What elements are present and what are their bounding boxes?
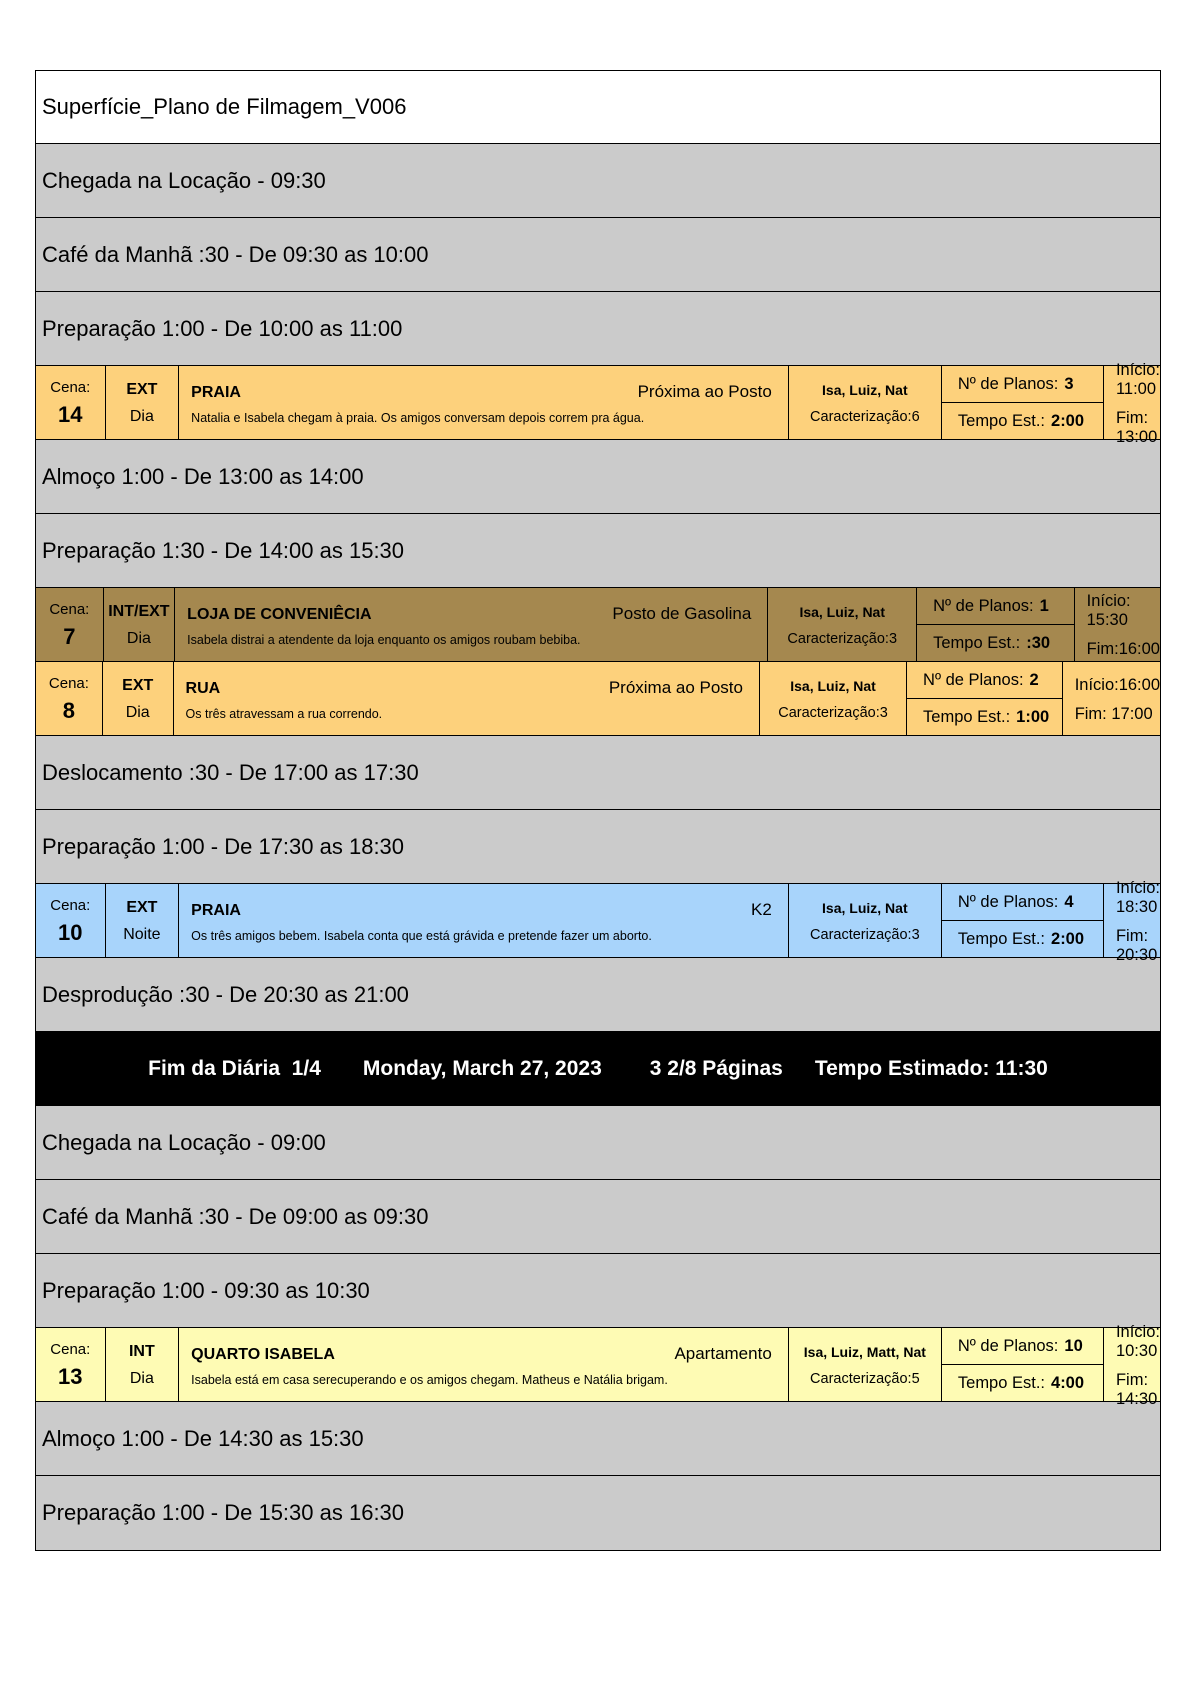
estimate-label: Tempo Est.: bbox=[957, 929, 1046, 948]
end-of-day-estimate: Tempo Estimado: 11:30 bbox=[814, 1056, 1048, 1080]
shots-cell bbox=[907, 662, 1063, 735]
scene-description: Os três atravessam a rua correndo. bbox=[185, 707, 383, 721]
break-row-lunch bbox=[36, 440, 1160, 514]
scene-label: Cena: bbox=[50, 1341, 91, 1358]
cast-list: Isa, Luiz, Nat bbox=[790, 678, 876, 694]
scene-number-cell bbox=[36, 884, 106, 957]
scene-strip-13 bbox=[36, 1322, 1160, 1408]
set-name: RUA bbox=[185, 680, 221, 697]
set-name: LOJA DE CONVENIÊCIA bbox=[187, 606, 372, 623]
set-cell bbox=[175, 588, 768, 661]
start-time: Início:16:00 bbox=[1074, 675, 1160, 694]
end-time: Fim: 17:00 bbox=[1074, 704, 1153, 723]
start-time: Início: 11:00 bbox=[1115, 360, 1160, 398]
time-cell bbox=[1104, 360, 1160, 446]
break-row-arrival bbox=[36, 144, 1160, 218]
estimate-value: 1:00 bbox=[1016, 707, 1050, 726]
break-text: Café da Manhã :30 - De 09:30 as 10:00 bbox=[42, 241, 429, 267]
break-text: Almoço 1:00 - De 13:00 as 14:00 bbox=[42, 463, 364, 489]
estimate-label: Tempo Est.: bbox=[933, 633, 1021, 652]
estimate-label: Tempo Est.: bbox=[957, 411, 1046, 430]
scene-strip-14 bbox=[36, 360, 1160, 446]
set-name: PRAIA bbox=[191, 384, 241, 401]
shots-count: 4 bbox=[1064, 892, 1074, 911]
cast-list: Isa, Luiz, Nat bbox=[799, 604, 886, 620]
scene-label: Cena: bbox=[49, 601, 90, 618]
scene-strip-10 bbox=[36, 878, 1160, 964]
scene-label: Cena: bbox=[50, 897, 91, 914]
break-text: Preparação 1:00 - De 10:00 as 11:00 bbox=[42, 315, 403, 341]
int-ext-cell bbox=[106, 1328, 180, 1401]
end-time: Fim: 14:30 bbox=[1115, 1370, 1158, 1408]
location: Apartamento bbox=[674, 1344, 772, 1363]
scene-description: Os três amigos bebem. Isabela conta que está grávida e pretende fazer um aborto. bbox=[191, 929, 652, 943]
cast-cell bbox=[789, 366, 942, 439]
end-time: Fim:16:00 bbox=[1086, 640, 1160, 658]
time-of-day: Dia bbox=[129, 1370, 154, 1387]
makeup-count: Caracterização:3 bbox=[778, 705, 888, 721]
int-ext-cell bbox=[104, 588, 176, 661]
location: Próxima ao Posto bbox=[637, 382, 772, 401]
int-ext: INT/EXT bbox=[108, 603, 170, 620]
end-of-day-pages: 3 2/8 Páginas bbox=[649, 1056, 783, 1080]
time-of-day: Noite bbox=[123, 926, 161, 943]
location: K2 bbox=[750, 900, 772, 919]
break-row-wrap bbox=[36, 958, 1160, 1032]
shots-cell bbox=[942, 366, 1104, 439]
int-ext: EXT bbox=[122, 677, 154, 694]
break-text: Almoço 1:00 - De 14:30 as 15:30 bbox=[42, 1425, 364, 1451]
break-text: Desprodução :30 - De 20:30 as 21:00 bbox=[42, 981, 409, 1007]
shots-label: Nº de Planos: bbox=[957, 1336, 1059, 1355]
int-ext-cell bbox=[106, 884, 180, 957]
break-text: Chegada na Locação - 09:30 bbox=[42, 167, 326, 193]
set-cell bbox=[179, 884, 789, 957]
cast-list: Isa, Luiz, Nat bbox=[822, 382, 908, 398]
scene-number-cell bbox=[36, 366, 106, 439]
scene-description: Isabela está em casa serecuperando e os amigos chegam. Matheus e Natália brigam. bbox=[191, 1373, 668, 1387]
scene-number: 14 bbox=[58, 402, 83, 427]
break-row-breakfast bbox=[36, 1180, 1160, 1254]
time-cell bbox=[1104, 1322, 1160, 1408]
estimate-value: :30 bbox=[1026, 633, 1051, 652]
break-text: Preparação 1:00 - 09:30 as 10:30 bbox=[42, 1277, 370, 1303]
scene-number-cell bbox=[36, 662, 103, 735]
end-of-day-banner bbox=[36, 1032, 1160, 1106]
cast-cell bbox=[760, 662, 907, 735]
time-of-day: Dia bbox=[129, 408, 154, 425]
document-title-text: Superfície_Plano de Filmagem_V006 bbox=[42, 94, 407, 119]
location: Próxima ao Posto bbox=[608, 678, 743, 697]
scene-number-cell bbox=[36, 588, 104, 661]
set-name: QUARTO ISABELA bbox=[191, 1346, 335, 1363]
scene-number-cell bbox=[36, 1328, 106, 1401]
estimate-label: Tempo Est.: bbox=[957, 1373, 1046, 1392]
break-row-preparation bbox=[36, 514, 1160, 588]
scene-strip-7 bbox=[36, 588, 1160, 662]
start-time: Início: 15:30 bbox=[1086, 592, 1131, 629]
shots-label: Nº de Planos: bbox=[957, 374, 1059, 393]
break-row-breakfast bbox=[36, 218, 1160, 292]
estimate-value: 2:00 bbox=[1051, 411, 1085, 430]
time-of-day: Dia bbox=[126, 630, 151, 647]
scene-strip-8 bbox=[36, 662, 1160, 736]
time-cell bbox=[1075, 588, 1160, 661]
end-of-day-date: Monday, March 27, 2023 bbox=[362, 1056, 602, 1080]
time-cell bbox=[1104, 878, 1160, 964]
cast-cell bbox=[768, 588, 917, 661]
shooting-schedule-table bbox=[35, 70, 1161, 1551]
scene-label: Cena: bbox=[48, 675, 89, 692]
break-row-lunch bbox=[36, 1402, 1160, 1476]
cast-cell bbox=[789, 884, 942, 957]
estimate-value: 2:00 bbox=[1051, 929, 1085, 948]
int-ext: INT bbox=[128, 1343, 155, 1360]
shots-count: 1 bbox=[1039, 596, 1049, 615]
makeup-count: Caracterização:5 bbox=[810, 1371, 920, 1387]
makeup-count: Caracterização:3 bbox=[787, 631, 898, 647]
shots-label: Nº de Planos: bbox=[957, 892, 1059, 911]
start-time: Início: 10:30 bbox=[1115, 1322, 1160, 1360]
break-row-preparation bbox=[36, 292, 1160, 366]
int-ext-cell bbox=[106, 366, 180, 439]
break-text: Preparação 1:00 - De 17:30 as 18:30 bbox=[42, 833, 405, 859]
time-of-day: Dia bbox=[125, 704, 150, 721]
shots-cell bbox=[917, 588, 1075, 661]
break-row-preparation bbox=[36, 1476, 1160, 1550]
break-text: Preparação 1:00 - De 15:30 as 16:30 bbox=[42, 1500, 405, 1525]
scene-description: Isabela distrai a atendente da loja enquanto os amigos roubam bebiba. bbox=[187, 633, 581, 647]
shots-count: 3 bbox=[1064, 374, 1074, 393]
set-cell bbox=[174, 662, 760, 735]
cast-list: Isa, Luiz, Nat bbox=[822, 900, 908, 916]
time-cell bbox=[1063, 662, 1160, 735]
scene-number: 8 bbox=[62, 698, 76, 723]
location: Posto de Gasolina bbox=[612, 604, 752, 623]
shots-label: Nº de Planos: bbox=[933, 596, 1034, 615]
estimate-value: 4:00 bbox=[1051, 1373, 1085, 1392]
shots-label: Nº de Planos: bbox=[923, 670, 1024, 689]
break-text: Deslocamento :30 - De 17:00 as 17:30 bbox=[42, 759, 419, 785]
shots-cell bbox=[942, 1328, 1104, 1401]
scene-number: 7 bbox=[63, 624, 76, 649]
document-title bbox=[36, 71, 1160, 144]
end-of-day-label: Fim da Diária 1/4 bbox=[148, 1056, 321, 1080]
scene-label: Cena: bbox=[50, 379, 91, 396]
cast-list: Isa, Luiz, Matt, Nat bbox=[803, 1344, 926, 1360]
break-row-travel bbox=[36, 736, 1160, 810]
end-time: Fim: 20:30 bbox=[1115, 926, 1158, 964]
break-row-preparation bbox=[36, 1254, 1160, 1328]
estimate-label: Tempo Est.: bbox=[923, 707, 1011, 726]
break-row-arrival bbox=[36, 1106, 1160, 1180]
cast-cell bbox=[789, 1328, 942, 1401]
int-ext: EXT bbox=[126, 381, 158, 398]
set-name: PRAIA bbox=[191, 902, 241, 919]
break-row-preparation bbox=[36, 810, 1160, 884]
int-ext: EXT bbox=[126, 899, 158, 916]
scene-number: 10 bbox=[58, 920, 83, 945]
shots-count: 10 bbox=[1064, 1336, 1083, 1355]
set-cell bbox=[179, 1328, 789, 1401]
scene-number: 13 bbox=[58, 1364, 83, 1389]
makeup-count: Caracterização:6 bbox=[810, 409, 920, 425]
shots-cell bbox=[942, 884, 1104, 957]
break-text: Preparação 1:30 - De 14:00 as 15:30 bbox=[42, 537, 405, 563]
break-text: Chegada na Locação - 09:00 bbox=[42, 1129, 326, 1155]
shots-count: 2 bbox=[1029, 670, 1039, 689]
set-cell bbox=[179, 366, 789, 439]
break-text: Café da Manhã :30 - De 09:00 as 09:30 bbox=[42, 1203, 429, 1229]
scene-description: Natalia e Isabela chegam à praia. Os amigos conversam depois correm pra água. bbox=[191, 411, 645, 425]
int-ext-cell bbox=[103, 662, 174, 735]
end-time: Fim: 13:00 bbox=[1115, 408, 1158, 446]
start-time: Início: 18:30 bbox=[1115, 878, 1160, 916]
makeup-count: Caracterização:3 bbox=[810, 927, 920, 943]
